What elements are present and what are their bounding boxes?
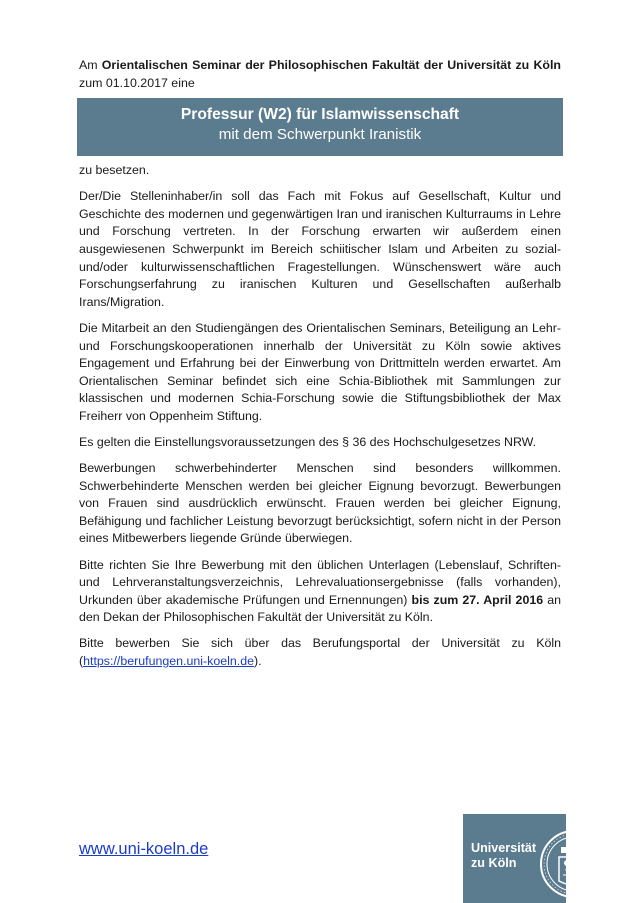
paragraph-equal-opportunity: Bewerbungen schwerbehinderter Menschen sind besonders willkommen. Schwerbehinderte Menschen werden bei gleicher Eignung bevorzugt. Bewerbungen von Frauen sind ausdrücklich erwünscht. Frauen werden bei gleicher Eignung, Befähigung und fachlicher Leistung bevorzugt berücksichtigt, sofern nicht in der Person eines Mitbewerbers liegende Gründe überwiegen. [79, 461, 561, 546]
university-seal-icon [539, 829, 609, 899]
portal-text: Bitte bewerben Sie sich über das Berufungsportal der Universität zu Köln ( [79, 636, 561, 669]
logo-line-1: Universität [471, 841, 537, 855]
intro-paragraph [79, 57, 561, 92]
paragraph-requirements: Es gelten die Einstellungsvoraussetzungen des § 36 des Hochschulgesetzes NRW. [79, 435, 537, 449]
intro-rest: zum 01.10.2017 eine [79, 75, 195, 90]
paragraph-application [79, 557, 561, 627]
logo-wordmark [471, 841, 536, 871]
application-recipient: an den Dekan der Philosophischen Fakultät der Universität zu Köln. [79, 592, 562, 625]
intro-lead: Am [79, 58, 102, 72]
job-posting [79, 57, 561, 679]
position-subtitle: mit dem Schwerpunkt Iranistik [218, 126, 422, 144]
paragraph-profile: Der/Die Stelleninhaber/in soll das Fach mit Fokus auf Gesellschaft, Kultur und Geschichte des modernen und gegenwärtigen Iran und iranischen Kulturraums in Lehre und Forschung vertreten. In der Forschung erwarten wir außerdem einen ausgewiesenen Schwerpunkt im Bereich schiitischer Islam und Arbeiten zu sozial- und/oder kulturwissenschaftlichen Fragestellungen. Wünschenswert wäre auch Forschungserfahrung zu iranischen Kulturen und Gesellschaften außerhalb Irans/Migration. [79, 189, 561, 309]
paragraph-duties: Die Mitarbeit an den Studiengängen des Orientalischen Seminars, Beteiligung an Lehr- und Forschungskooperationen innerhalb der Universität zu Köln sowie aktives Engagement und Erfahrung bei der Einwerbung von Drittmitteln werden erwartet. Am Orientalischen Seminar befindet sich eine Schia-Bibliothek mit Sammlungen zur klassischen und modernen Schia-Forschung sowie die Stiftungsbibliothek der Max Freiherr von Oppenheim Stiftung. [79, 320, 561, 423]
position-banner [77, 98, 563, 156]
portal-closing: ). [253, 654, 262, 669]
to-be-filled-text: zu besetzen. [79, 163, 150, 178]
portal-link[interactable]: https://berufungen.uni-koeln.de [83, 654, 254, 669]
application-text: Bitte richten Sie Ihre Bewerbung mit den üblichen Unterlagen (Lebenslauf, Schriften- und Lehrveranstaltungsverzeichnis, Lehrevaluationsergebnisse (falls vorhanden), Urkunden über akademische Prüfungen und Ernennungen) [79, 557, 561, 607]
application-deadline: bis zum 27. April 2016 [411, 592, 544, 607]
institution-name: Orientalischen Seminar der Philosophischen Fakultät der Universität zu Köln [101, 58, 561, 72]
logo-line-2: zu Köln [471, 856, 517, 870]
university-website-link[interactable]: www.uni-koeln.de [79, 840, 209, 858]
position-title: Professur (W2) für Islamwissenschaft [180, 106, 460, 124]
paragraph-portal [79, 635, 561, 670]
